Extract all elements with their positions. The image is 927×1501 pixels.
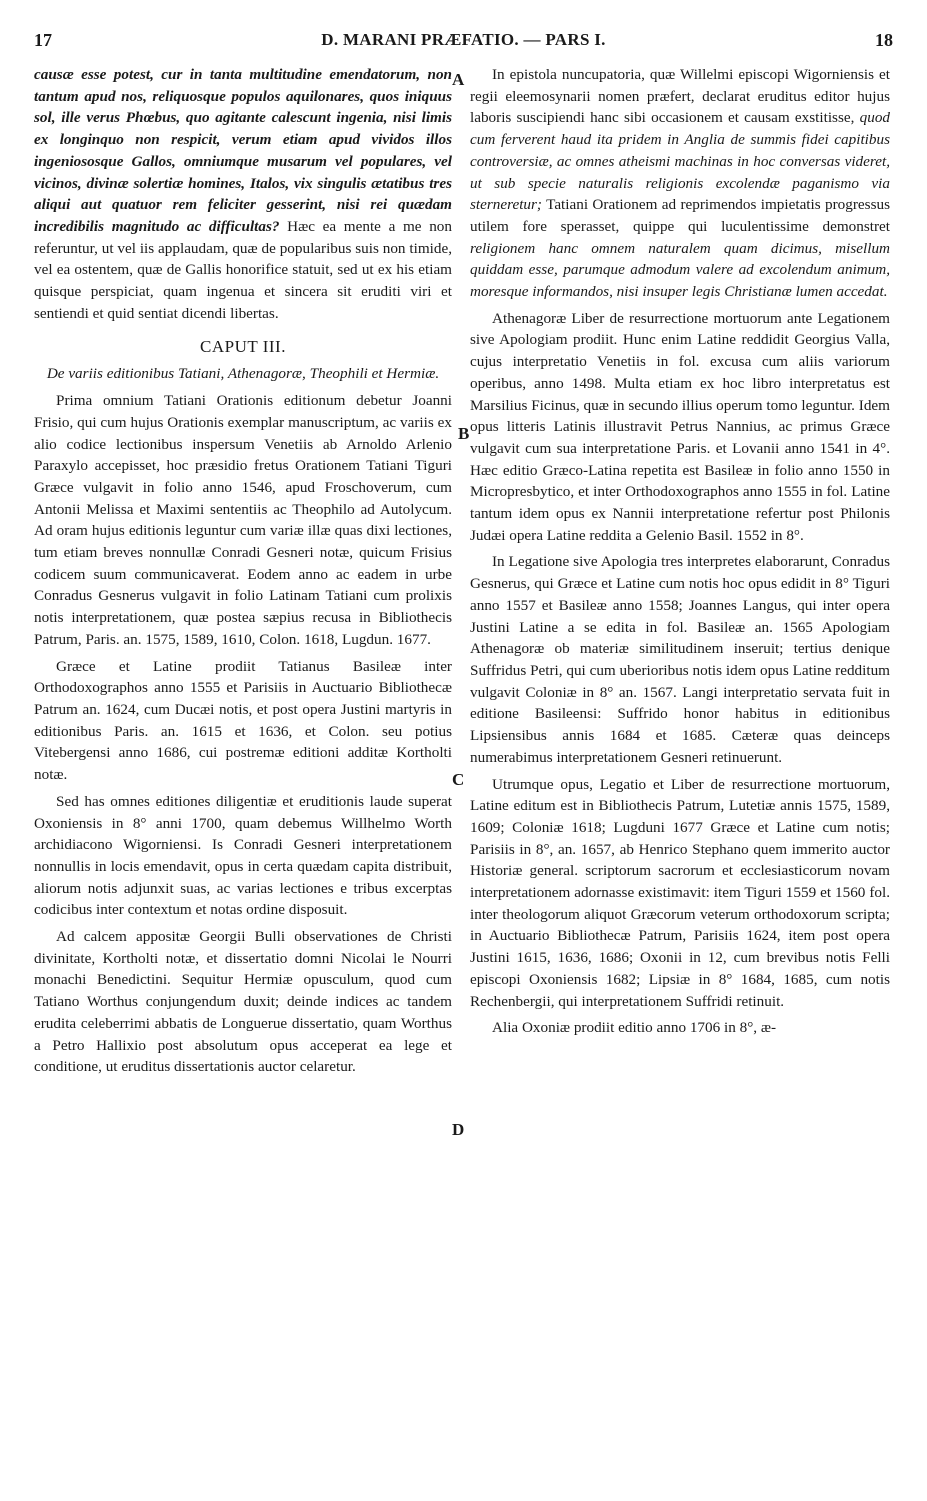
left-paragraph-4: Sed has omnes editiones diligentiæ et eruditionis laude superat Oxoniensis in 8° anni 1700, quam debemus Willhelmo Worth archidiacono Wigorniensi. Is Conradi Gesneri interpretationem nonnullis in locis emendavit, opus in certa quædam capita distribuit, aliorum notis adjunxit suas, ac varias lectiones e tribus excerptas codicibus inter contextum et notas ordine disposuit.	[34, 792, 452, 919]
left-paragraph-3: Græce et Latine prodiit Tatianus Basileæ inter Orthodoxographos anno 1555 et Parisiis in Auctuario Bibliothecæ Patrum an. 1624, cum Ducæi notis, et post opera Justini martyris in editionibus Paris. an. 1615 et 1636, et Colon. seu potius Vitebergensi anno 1686, cui postremæ editioni additæ Kortholti notæ.	[34, 657, 452, 784]
margin-marker-b: B	[458, 424, 470, 443]
page-header	[34, 30, 893, 52]
margin-marker-c: C	[452, 770, 465, 789]
page-number-right: 18	[875, 30, 893, 50]
running-title: D. MARANI PRÆFATIO. — PARS I.	[321, 30, 606, 49]
chapter-subtitle: De variis editionibus Tatiani, Athenagoræ, Theophili et Hermiæ.	[46, 365, 440, 383]
right-paragraph-4: Utrumque opus, Legatio et Liber de resurrectione mortuorum, Latine editum est in Bibliothecis Patrum, Lutetiæ annis 1575, 1589, 1609; Coloniæ 1618; Lugduni 1677 Græce et Latine cum notis; Parisiis in 8°, an. 1657, ab Henrico Stephano quem immerito auctor Historiæ general. scriptorum sacrorum et ecclesiasticorum novam interpretationem adornasse existimavit: item Tiguri 1559 et 1560 fol. inter theologorum aliquot Græcorum veterum orthodoxorum scripta; in Auctuario Bibliothecæ Patrum, Parisiis 1624, item post opera Justini 1615, 1636, 1686; Oxonii in 12, cum brevibus notis Felli episcopi Oxoniensis 1682; Lipsiæ in 8° 1684, 1685, cum notis Rechenbergii, qui interpretationem Suffridi retinuit.	[470, 775, 890, 1010]
left-paragraph-1-roman: Hæc ea mente a me non referuntur, ut vel iis applaudam, quæ de popularibus suis non timide, vel ea ostentem, quæ de Gallis honorifice statuit, sed ut ex his etiam quisque perspiciat, quam ingenua et sincera sit eruditi viri et sentiendi et quid sentiat dicendi libertas.	[34, 217, 452, 322]
right-paragraph-1-b: Tatiani Orationem ad reprimendos impietatis progressus utilem fore sperasset, quippe qui luculentissime demonstret	[470, 196, 890, 235]
page-number-left: 17	[34, 30, 52, 50]
left-paragraph-1	[34, 64, 452, 324]
right-paragraph-2: Athenagoræ Liber de resurrectione mortuorum ante Legationem sive Apologiam prodiit. Hunc enim Latine reddidit Georgius Valla, cujus interpretatio Venetiis in fol. excusa cum aliis variorum operibus, anno 1498. Multa etiam ex hoc libro interpretatus est Marsilius Ficinus, quæ in secundo illius operum tomo leguntur. Idem opus litteris Latinis illustravit Petrus Nannius, ac primus Græce vulgavit cum sua interpretatione Paris. et Lovanii anno 1541 in 4°. Hæc editio Græco-Latina repetita est Basileæ in folio anno 1550 in Micropresbytico, et inter Orthodoxographos anno 1555 in fol. Latine tantum idem opus ex Nannii interpretatione refertur post Philonis Judæi opera Latine reddita a Gelenio Basil. 1552 in 8°.	[470, 309, 890, 544]
margin-marker-a: A	[452, 70, 465, 89]
chapter-title: CAPUT III.	[200, 337, 286, 357]
right-paragraph-3: In Legatione sive Apologia tres interpretes elaborarunt, Conradus Gesnerus, qui Græce et Latine cum notis hoc opus edidit in 8° Tiguri anno 1557 et Basileæ anno 1558; Joannes Langus, qui inter opera Justini Latine a se edita in fol. Basileæ an. 1565 Apologiam Athenagoræ ob materiæ similitudinem inseruit; tertius denique Suffridus Petri, qui cum uberioribus notis idem opus Latine redditum vulgavit Coloniæ in 8° an. 1567. Langi interpretatio servata fuit in editione Basileensi: Suffrido honor habitus in editionibus Lipsiensibus annis 1684 et 1685. Cæteræ quas deinceps numerabimus interpretationem Gesneri retinuerunt.	[470, 553, 890, 766]
left-column	[34, 64, 452, 1078]
right-paragraph-5: Alia Oxoniæ prodiit editio anno 1706 in 8°, æ-	[492, 1019, 777, 1037]
right-paragraph-1-a: In epistola nuncupatoria, quæ Willelmi episcopi Wigorniensis et regii eleemosynarii nomen præfert, declarat eruditus editor hujus laboris suscipiendi hanc sibi occasionem et causam exstitisse,	[470, 66, 890, 127]
left-paragraph-2: Prima omnium Tatiani Orationis editionum debetur Joanni Frisio, qui cum hujus Orationis exemplar manuscriptum, ac variis ex alio codice lectionibus inspersum Venetiis ab Arnoldo Arlenio Paraxylo accepisset, hoc præsidio fretus Orationem Tatiani Tiguri Græce vulgavit in folio anno 1546, apud Froschoverum, cum Antonii Melissa et Maximi sententiis ac Theophilo ad Autolycum. Ad oram hujus editionis leguntur cum variæ illæ quas dixi lectiones, tum etiam breves nonnullæ Conradi Gesneri notæ, quicum Frisius codicem suum communicaverat. Eodem anno ac eadem in urbe Conradus Gesnerus vulgavit in folio Latinam Tatiani cum prolixis notis interpretationem, quæ postea sæpius recusa in Bibliothecis Patrum, Paris. an. 1575, 1589, 1610, Colon. 1618, Lugdun. 1677.	[34, 392, 452, 648]
right-paragraph-1-italic-2: religionem hanc omnem naturalem quam dicimus, misellum quiddam esse, parumque admodum valere ad excolendum animum, moresque informandos, nisi insuper legis Christianæ lumen accedat.	[470, 239, 890, 301]
right-paragraph-1-italic: quod cum ferverent haud ita pridem in Anglia de summis fidei capitibus controversiæ, ac omnes atheismi machinas in hoc conversas videret, ut sub specie naturalis religionis excolendæ paganismo via sterneretur;	[470, 109, 890, 214]
left-paragraph-5: Ad calcem appositæ Georgii Bulli observationes de Christi divinitate, Kortholti notæ, et dissertatio domni Nicolai le Nourri monachi Benedictini. Sequitur Hermiæ opusculum, quod cum Tatiano Worthus conjungendum duxit; deinde indices ac tandem erudita celeberrimi abbatis de Longuerue dissertatio, quam Worthus a Petro Hallixio post absolutum opus acceperat ea lege et conditione, ut eruditus dissertationis auctor celaretur.	[34, 928, 452, 1076]
left-paragraph-1-italic: causæ esse potest, cur in tanta multitudine emendatorum, non tantum apud nos, reliquosque populos aquilonares, quos iniquus sol, ille verus Phœbus, quo agitante calescunt ingenia, nisi limis ex longinquo non respicit, verum etiam apud vividos illos ingeniososque Gallos, omniumque musarum vel populares, vel vicinos, divinæ solertiæ homines, Italos, vix singulis ætatibus tres aliqui aut quatuor rem feliciter gesserint, nisi rei quædam incredibilis magnitudo ac difficultas?	[34, 66, 452, 235]
margin-marker-d: D	[452, 1120, 465, 1139]
right-paragraph-1	[470, 64, 890, 303]
right-column	[470, 64, 890, 1039]
